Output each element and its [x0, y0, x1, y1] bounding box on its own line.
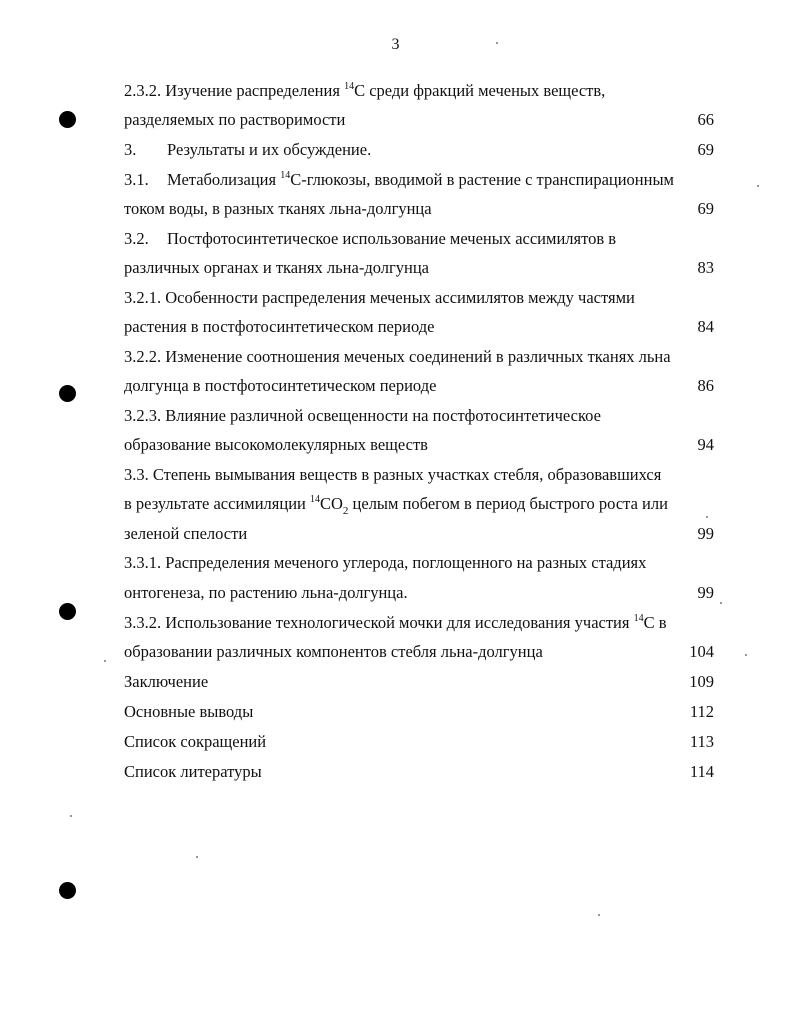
toc-entry-text: долгунца в постфотосинтетическом периоде	[124, 376, 437, 395]
toc-line	[124, 78, 714, 104]
toc-line	[124, 226, 714, 252]
chemical-subscript: 2	[342, 505, 349, 518]
toc-line	[124, 610, 714, 636]
toc-entry-text: 3.2.1. Особенности распределения меченых ассимилятов между частями	[124, 288, 635, 307]
toc-page-number: 99	[697, 524, 714, 543]
toc-page-number: 94	[697, 435, 714, 454]
toc-entry-text: различных органах и тканях льна-долгунца	[124, 258, 429, 277]
section-number: 3.	[124, 140, 137, 159]
toc-line	[124, 373, 714, 399]
toc-page-number: 83	[697, 258, 714, 277]
toc-entry-text: онтогенеза, по растению льна-долгунца.	[124, 583, 408, 602]
toc-page-number: 69	[697, 199, 714, 218]
toc-line	[124, 550, 714, 576]
toc-entry-text: 3.3.2. Использование технологической мочки для исследования участия $^{14}$C в	[124, 612, 667, 632]
toc-page-number: 66	[697, 110, 714, 129]
toc-line	[124, 137, 714, 163]
toc-entry-text: 2.3.2. Изучение распределения $^{14}$C среди фракций меченых веществ,	[124, 80, 606, 100]
toc-entry-text: Список сокращений	[124, 732, 267, 751]
toc-line	[124, 167, 714, 193]
section-number: 3.1.	[124, 170, 149, 189]
toc-entry-text: растения в постфотосинтетическом периоде	[124, 317, 435, 336]
toc-entry-text: зеленой спелости	[124, 524, 248, 543]
toc-page-number: 114	[689, 762, 714, 781]
toc-line	[124, 314, 714, 340]
section-number: 3.2.	[124, 229, 149, 248]
toc-line	[124, 196, 714, 222]
toc-entry-text: 3. Результаты и их обсуждение.	[124, 137, 371, 163]
toc-line	[124, 639, 714, 665]
toc-entry-text: образовании различных компонентов стебля льна-долгунца	[124, 642, 543, 661]
toc-line	[124, 521, 714, 547]
toc-line	[124, 403, 714, 429]
toc-page-number: 109	[689, 672, 714, 691]
toc-line	[124, 699, 714, 725]
toc-entry-text: разделяемых по растворимости	[124, 110, 346, 129]
toc-entry-text: 3.2.2. Изменение соотношения меченых соединений в различных тканях льна	[124, 347, 671, 366]
toc-page-number: 84	[697, 317, 714, 336]
toc-line	[124, 759, 714, 785]
isotope-superscript: 14	[344, 80, 355, 92]
toc-page-number: 99	[697, 583, 714, 602]
isotope-superscript: 14	[310, 493, 320, 505]
toc-line	[124, 432, 714, 458]
toc-entry-text: 3.2. Постфотосинтетическое использование меченых ассимилятов в	[124, 226, 616, 252]
toc-entry-text: 3.3. Степень вымывания веществ в разных участках стебля, образовавшихся	[124, 465, 662, 484]
toc-line	[124, 729, 714, 755]
toc-entry-text: током воды, в разных тканях льна-долгунца	[124, 199, 432, 218]
toc-page-number: 112	[689, 702, 714, 721]
toc-line	[124, 255, 714, 281]
toc-line	[124, 580, 714, 606]
toc-entry-text: 3.3.1. Распределения меченого углерода, поглощенного на разных стадиях	[124, 553, 647, 572]
toc-line	[124, 107, 714, 133]
toc-line	[124, 669, 714, 695]
isotope-superscript: 14	[633, 612, 644, 624]
isotope-superscript: 14	[280, 169, 291, 181]
toc-page-number: 69	[697, 140, 714, 159]
toc-page-number: 86	[697, 376, 714, 395]
toc-page-number: 104	[689, 642, 714, 661]
toc-line	[124, 462, 714, 488]
page-number: 3	[391, 36, 400, 53]
toc-entry-text: Основные выводы	[124, 702, 254, 721]
toc-entry-text: 3.1. Метаболизация $^{14}$С-глюкозы, вводимой в растение с транспирационным	[124, 167, 674, 193]
toc-line	[124, 491, 714, 517]
toc-line	[124, 285, 714, 311]
toc-page-number: 113	[689, 732, 714, 751]
toc-line	[124, 344, 714, 370]
toc-entry-text: образование высокомолекулярных веществ	[124, 435, 428, 454]
toc-entry-text: Список литературы	[124, 762, 262, 781]
toc-entry-text: Заключение	[124, 672, 209, 691]
toc-entry-text: 3.2.3. Влияние различной освещенности на постфотосинтетическое	[124, 406, 601, 425]
toc-entry-text: в результате ассимиляции $^{14}CO_2$ целым побегом в период быстрого роста или	[124, 493, 668, 518]
